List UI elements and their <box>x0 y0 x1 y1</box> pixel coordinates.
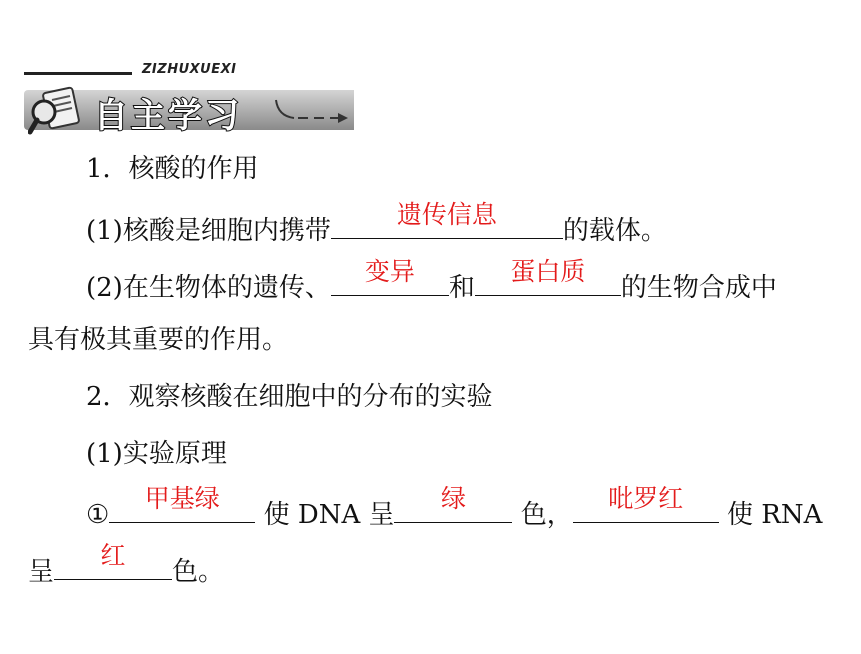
text-line-4: 具有极其重要的作用。 <box>28 325 289 355</box>
blank-pyronin <box>573 484 719 523</box>
blank-methyl-green <box>109 484 255 523</box>
blank-green <box>394 484 512 523</box>
line7-mid2: 色， <box>512 500 573 530</box>
section-header <box>24 62 364 140</box>
line7-prefix: ① <box>86 500 110 530</box>
line3-and: 和 <box>448 273 475 303</box>
answer-methyl-green: 甲基绿 <box>144 484 220 513</box>
answer-protein: 蛋白质 <box>510 257 586 286</box>
line2-prefix: (1)核酸是细胞内携带 <box>86 216 331 246</box>
line3-prefix: (2)在生物体的遗传、 <box>86 273 331 303</box>
answer-pyronin: 吡罗红 <box>608 484 684 513</box>
blank-protein <box>475 257 621 296</box>
answer-green: 绿 <box>440 484 466 513</box>
answer-variation: 变异 <box>364 257 415 286</box>
header-rule <box>24 72 132 75</box>
text-line-2 <box>86 200 667 248</box>
text-line-8 <box>28 541 225 589</box>
dashed-arrow-icon <box>272 96 352 126</box>
header-title: 自主学习 <box>94 96 242 136</box>
header-banner <box>24 82 354 136</box>
text-line-7 <box>86 484 823 532</box>
answer-red: 红 <box>100 541 126 570</box>
header-pinyin: ZIZHUXUEXI <box>142 62 237 77</box>
line7-suffix: 使 RNA <box>718 500 823 530</box>
answer-genetic-info: 遗传信息 <box>396 200 497 229</box>
line2-suffix: 的载体。 <box>562 216 667 246</box>
line3-suffix: 的生物合成中 <box>620 273 777 303</box>
line7-mid1: 使 DNA 呈 <box>255 500 395 530</box>
line8-prefix: 呈 <box>28 557 55 587</box>
text-line-1: 1．核酸的作用 <box>86 154 259 184</box>
blank-variation <box>331 257 449 296</box>
blank-red <box>54 541 172 580</box>
line8-suffix: 色。 <box>172 557 225 587</box>
blank-genetic-info <box>331 200 563 239</box>
text-line-6: (1)实验原理 <box>86 439 227 469</box>
magnifier-notebook-icon <box>28 82 88 136</box>
text-line-3 <box>86 257 777 305</box>
text-line-5: 2．观察核酸在细胞中的分布的实验 <box>86 382 493 412</box>
